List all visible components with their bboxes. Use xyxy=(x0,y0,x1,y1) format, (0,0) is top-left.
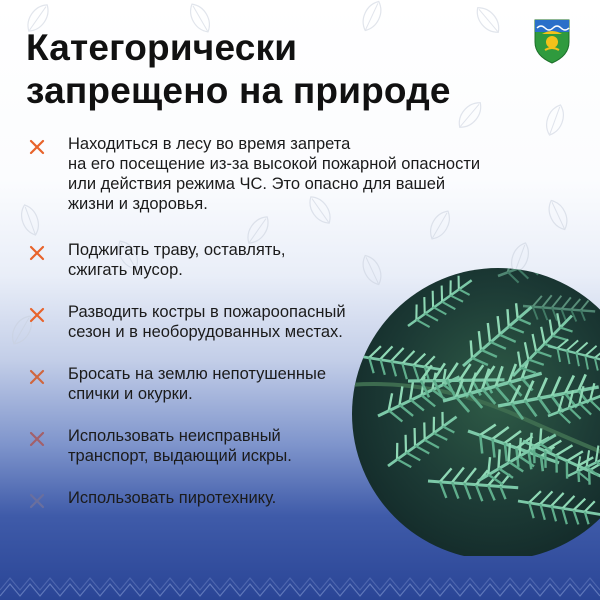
list-item-line: транспорт, выдающий искры. xyxy=(68,447,292,465)
cross-icon xyxy=(28,492,46,510)
title-line-1: Категорически xyxy=(26,27,298,68)
coat-of-arms-icon xyxy=(533,18,571,64)
list-item-text xyxy=(68,364,326,404)
cross-icon xyxy=(28,138,46,156)
list-item-line: сезон и в необорудованных местах. xyxy=(68,323,343,341)
ornament-border xyxy=(0,572,600,600)
list-item-line: жизни и здоровья. xyxy=(68,195,208,213)
list-item-line: Находиться в лесу во время запрета xyxy=(68,135,351,153)
cross-icon xyxy=(28,368,46,386)
list-item-line: сжигать мусор. xyxy=(68,261,183,279)
list-item-text xyxy=(68,426,292,466)
list-item-text xyxy=(68,488,276,508)
list-item-line: Бросать на землю непотушенные xyxy=(68,365,327,383)
list-item-line: Использовать пиротехнику. xyxy=(68,489,277,507)
list-item xyxy=(28,134,528,214)
list-item-line: спички и окурки. xyxy=(68,385,193,403)
cross-icon xyxy=(28,430,46,448)
list-item-line: Поджигать траву, оставлять, xyxy=(68,241,286,259)
list-item-line: на его посещение из-за высокой пожарной опасности xyxy=(68,155,481,173)
list-item-line: Разводить костры в пожароопасный xyxy=(68,303,346,321)
list-item-line: Использовать неисправный xyxy=(68,427,281,445)
list-item-text xyxy=(68,134,528,214)
cross-icon xyxy=(28,244,46,262)
title-line-2: запрещено на природе xyxy=(26,70,451,111)
page-title xyxy=(26,26,451,112)
list-item-line: или действия режима ЧС. Это опасно для вашей xyxy=(68,175,446,193)
list-item-text xyxy=(68,240,286,280)
list-item-text xyxy=(68,302,346,342)
cross-icon xyxy=(28,306,46,324)
spruce-branch-photo xyxy=(348,266,600,556)
